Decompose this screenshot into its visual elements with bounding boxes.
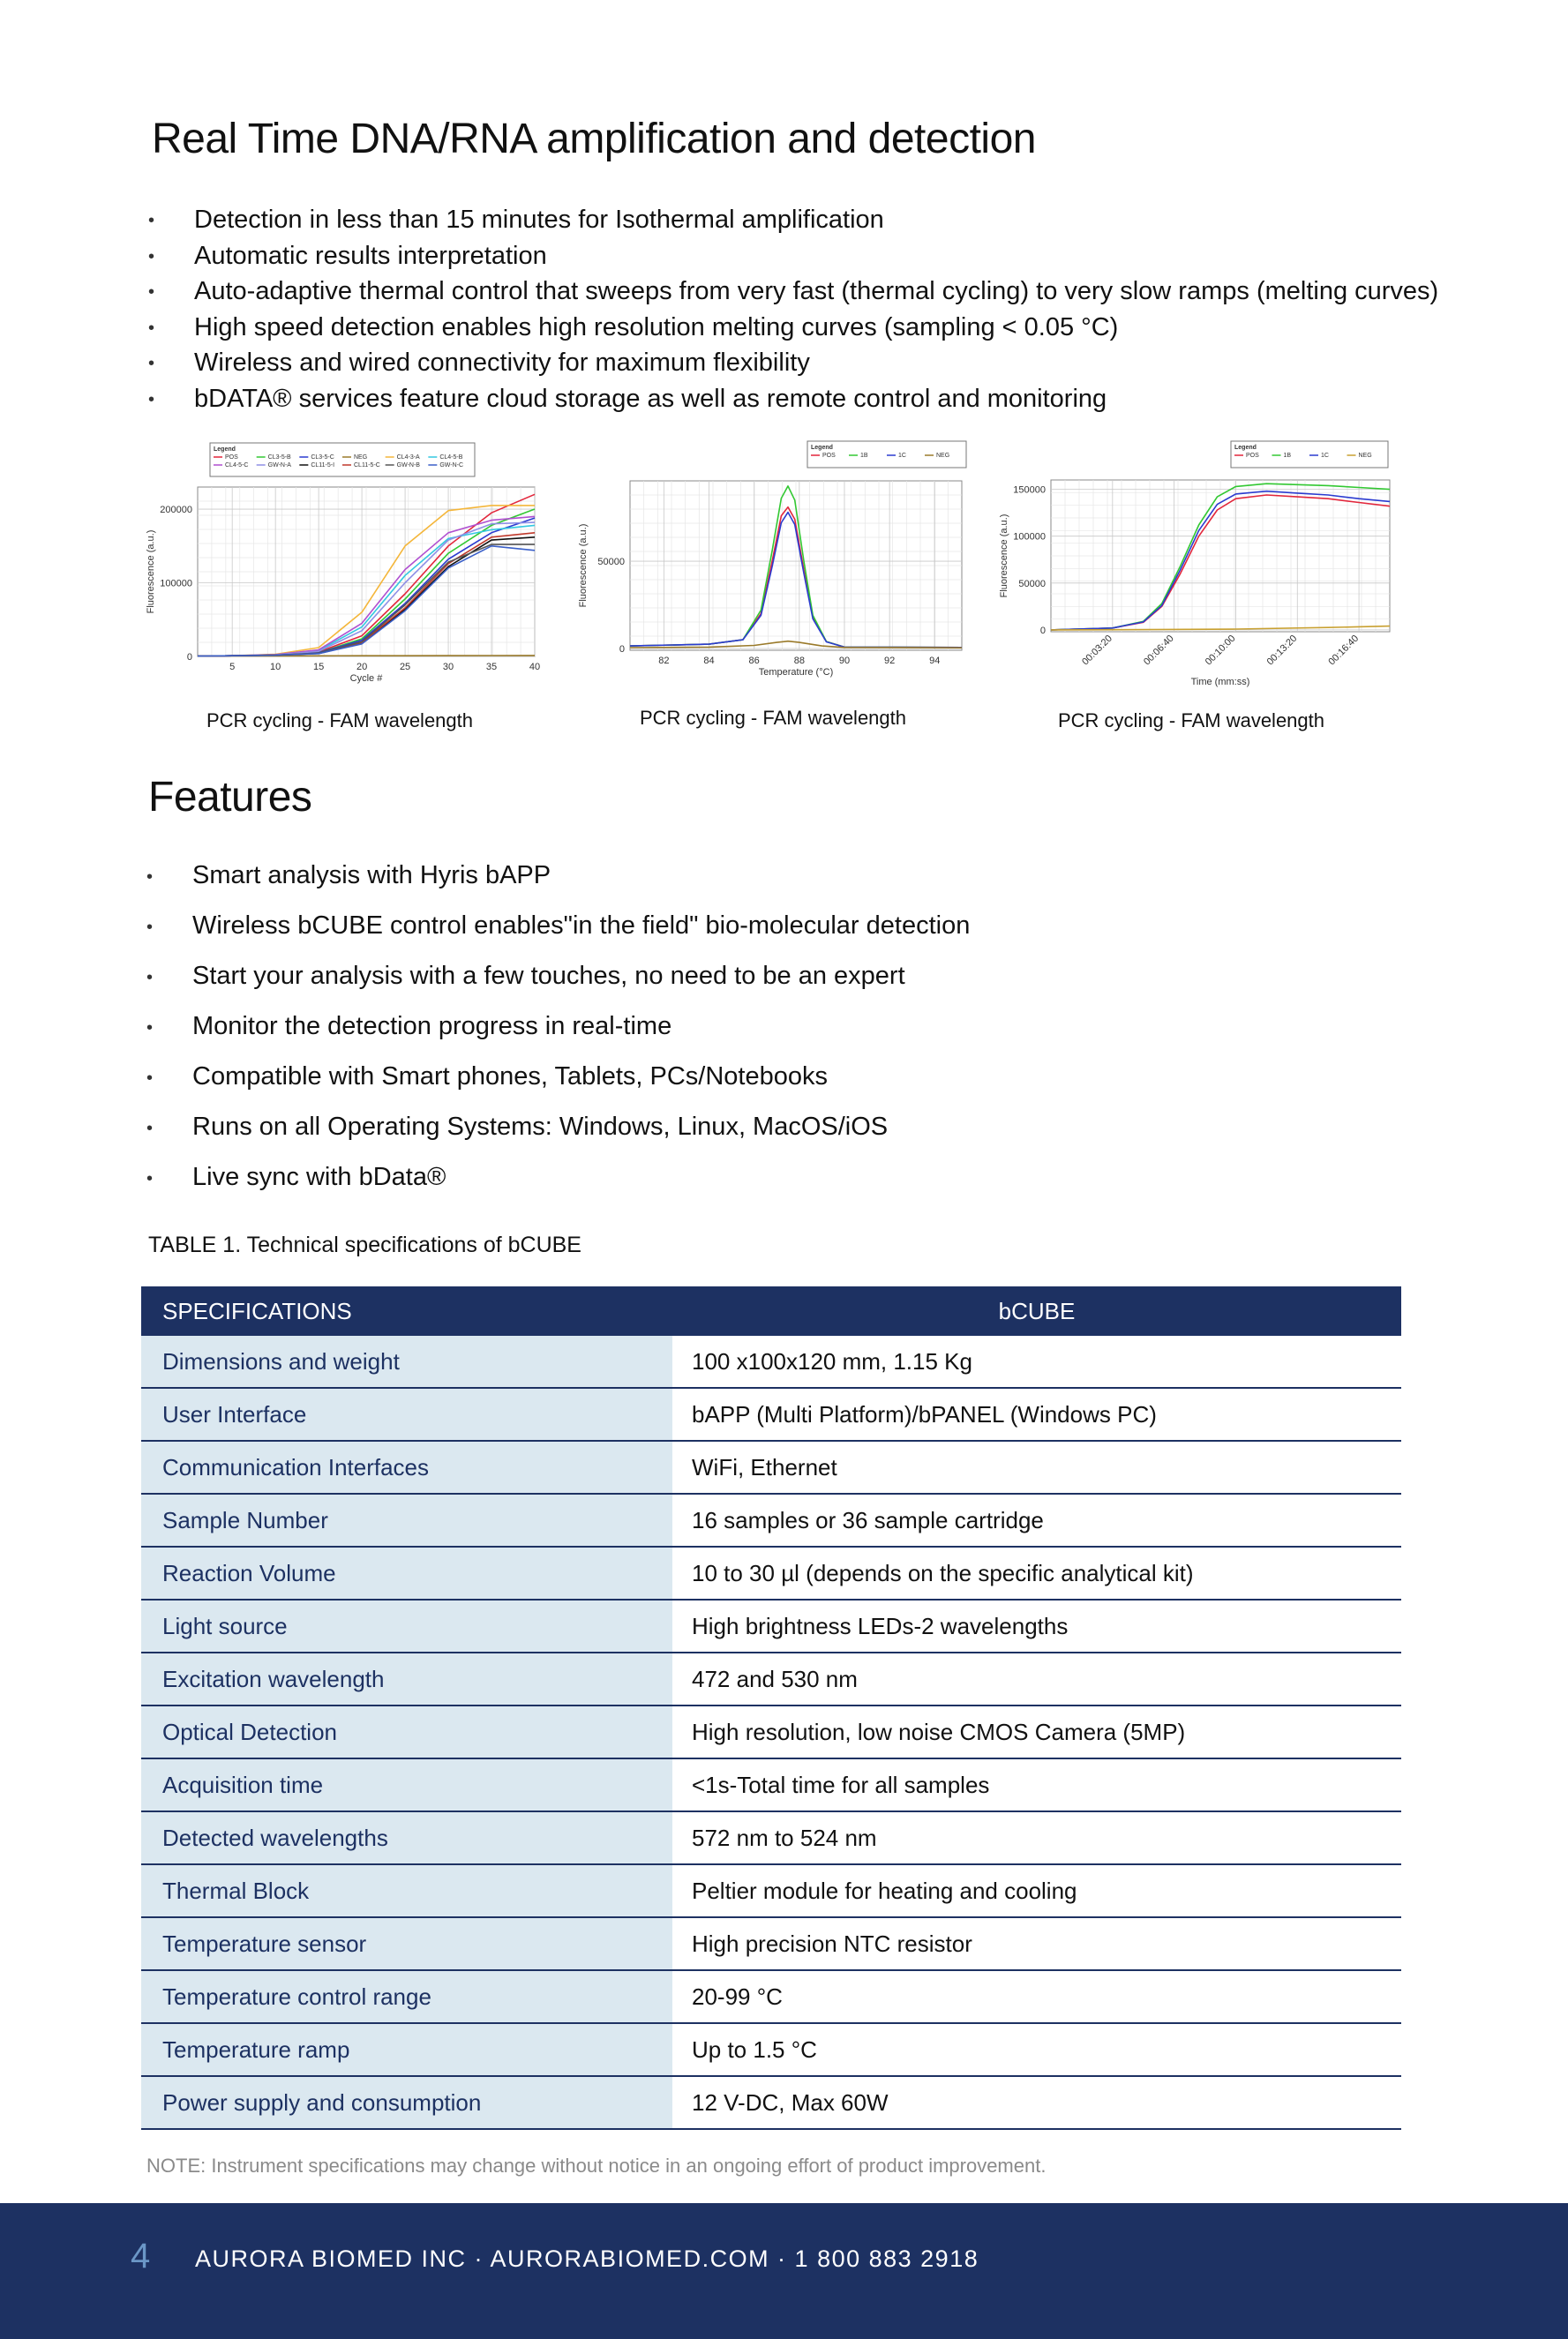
feature-bullet-item: • Live sync with bData® [146,1152,1382,1203]
spec-name-cell: Thermal Block [141,1864,672,1917]
table-row [141,1706,1401,1758]
legend-entry: POS [822,453,836,459]
spec-value-cell: Peltier module for heating and cooling [672,1864,1401,1917]
realtime-bullet-item: • Detection in less than 15 minutes for Isothermal amplification [148,202,1454,238]
table-row [141,1547,1401,1600]
page-number: 4 [131,2237,151,2275]
page-footer [0,2203,1568,2339]
spec-header-specifications: SPECIFICATIONS [141,1286,672,1336]
spec-note: NOTE: Instrument specifications may change without notice in an ongoing effort of product improvement. [146,2155,1047,2177]
realtime-bullet-item: • Wireless and wired connectivity for maximum flexibility [148,345,1454,381]
y-axis-label: Fluorescence (a.u.) [146,529,156,614]
legend-entry: 1B [1283,453,1292,459]
legend-title: Legend [1234,445,1257,451]
x-tick-label: 00:03:20 [1080,633,1114,668]
legend-title: Legend [214,446,236,453]
spec-value-cell: High resolution, low noise CMOS Camera (5MP) [672,1706,1401,1758]
amplification-chart-svg [141,441,547,697]
x-tick-label: 00:13:20 [1264,633,1300,668]
spec-value-cell: WiFi, Ethernet [672,1441,1401,1494]
x-tick-label: 90 [838,656,851,666]
table-row [141,1758,1401,1811]
feature-bullet-item: • Start your analysis with a few touches, no need to be an expert [146,951,1382,1001]
y-tick-label: 50000 [597,557,625,568]
spec-value-cell: 572 nm to 524 nm [672,1811,1401,1864]
spec-value-cell: 16 samples or 36 sample cartridge [672,1494,1401,1547]
legend-entry: CL11-5-I [311,462,335,469]
legend-entry: GW-N-A [267,462,291,469]
x-axis-label: Cycle # [349,673,383,684]
realtime-bullet-item: • bDATA® services feature cloud storage as well as remote control and monitoring [148,381,1454,417]
realtime-bullet-item: • High speed detection enables high resolution melting curves (sampling < 0.05 °C) [148,310,1454,346]
x-tick-label: 40 [529,662,541,672]
feature-bullet-item: • Monitor the detection progress in real-time [146,1001,1382,1052]
spec-name-cell: User Interface [141,1388,672,1441]
legend-entry: 1C [1321,453,1329,459]
table-row [141,2076,1401,2129]
x-tick-label: 10 [270,662,281,672]
table-row [141,1388,1401,1441]
feature-bullet-item: • Compatible with Smart phones, Tablets, PCs/Notebooks [146,1052,1382,1102]
x-tick-label: 35 [485,662,498,672]
spec-name-cell: Detected wavelengths [141,1811,672,1864]
y-tick-label: 100000 [1013,531,1046,543]
table-row [141,1336,1401,1388]
spec-name-cell: Temperature ramp [141,2023,672,2076]
feature-bullet-item: • Smart analysis with Hyris bAPP [146,851,1382,901]
chart-caption-3: PCR cycling - FAM wavelength [1058,709,1324,731]
x-tick-label: 30 [442,662,454,672]
chart-amplification [141,441,547,697]
legend-entry: NEG [936,453,950,459]
chart-melting [574,439,971,695]
spec-table-header-row [141,1286,1401,1336]
spec-name-cell: Light source [141,1600,672,1653]
legend-title: Legend [811,445,833,451]
spec-name-cell: Dimensions and weight [141,1336,672,1388]
spec-name-cell: Acquisition time [141,1758,672,1811]
spec-value-cell: 100 x100x120 mm, 1.15 Kg [672,1336,1401,1388]
y-tick-label: 100000 [160,578,192,589]
spec-name-cell: Temperature control range [141,1970,672,2023]
x-tick-label: 25 [399,662,411,672]
chart-isothermal [993,439,1399,704]
x-tick-label: 92 [884,656,896,666]
table-row [141,1600,1401,1653]
y-tick-label: 0 [619,644,625,656]
x-tick-label: 82 [658,656,670,666]
spec-table [141,1286,1401,2130]
realtime-bullet-list [148,202,1454,416]
table-caption: TABLE 1. Technical specifications of bCUBE [148,1233,581,1257]
y-tick-label: 50000 [1018,578,1046,589]
legend-entry: CL3-5-B [267,454,291,461]
chart-caption-2: PCR cycling - FAM wavelength [640,707,906,729]
x-axis-label: Temperature (°C) [758,667,834,678]
y-axis-label: Fluorescence (a.u.) [578,523,589,608]
legend-entry: POS [225,454,238,461]
spec-header-bcube: bCUBE [672,1286,1401,1336]
spec-name-cell: Excitation wavelength [141,1653,672,1706]
features-bullet-list [146,851,1382,1203]
x-tick-label: 5 [229,662,236,672]
spec-value-cell: 12 V-DC, Max 60W [672,2076,1401,2129]
melting-chart-svg [574,439,971,695]
isothermal-chart-svg [993,439,1399,704]
spec-value-cell: 10 to 30 µl (depends on the specific analytical kit) [672,1547,1401,1600]
realtime-bullet-item: • Auto-adaptive thermal control that sweeps from very fast (thermal cycling) to very slow ramps (melting curves) [148,274,1454,310]
legend-entry: NEG [1358,453,1372,459]
x-tick-label: 00:16:40 [1326,633,1362,668]
y-tick-label: 150000 [1013,484,1046,496]
table-row [141,1653,1401,1706]
legend-entry: CL3-5-C [311,454,334,461]
realtime-bullet-item: • Automatic results interpretation [148,238,1454,274]
legend-entry: POS [1246,453,1259,459]
chart-caption-1: PCR cycling - FAM wavelength [206,709,473,731]
x-tick-label: 84 [703,656,715,666]
spec-name-cell: Communication Interfaces [141,1441,672,1494]
spec-value-cell: High precision NTC resistor [672,1917,1401,1970]
legend-entry: 1B [860,453,868,459]
spec-value-cell: 472 and 530 nm [672,1653,1401,1706]
table-row [141,1970,1401,2023]
feature-bullet-item: • Runs on all Operating Systems: Windows, Linux, MacOS/iOS [146,1102,1382,1152]
x-tick-label: 00:06:40 [1141,633,1176,668]
legend-entry: GW-N-B [396,462,420,469]
section-title-realtime: Real Time DNA/RNA amplification and detection [152,116,1036,162]
y-tick-label: 0 [186,652,192,663]
legend-entry: CL4-5-B [439,454,463,461]
y-tick-label: 200000 [160,505,192,516]
spec-name-cell: Reaction Volume [141,1547,672,1600]
x-tick-label: 00:10:00 [1203,633,1238,668]
x-tick-label: 20 [356,662,368,672]
legend-entry: CL4-3-A [396,454,420,461]
legend-entry: 1C [898,453,906,459]
x-axis-label: Time (mm:ss) [1190,677,1250,687]
legend-entry: NEG [354,454,368,461]
x-tick-label: 94 [929,656,941,666]
spec-value-cell: Up to 1.5 °C [672,2023,1401,2076]
spec-value-cell: 20-99 °C [672,1970,1401,2023]
table-row [141,1494,1401,1547]
table-row [141,1811,1401,1864]
legend-box [210,443,475,476]
spec-name-cell: Sample Number [141,1494,672,1547]
spec-name-cell: Power supply and consumption [141,2076,672,2129]
section-title-features: Features [148,774,312,821]
spec-name-cell: Optical Detection [141,1706,672,1758]
table-row [141,1917,1401,1970]
footer-contact: AURORA BIOMED INC · AURORABIOMED.COM · 1 800 883 2918 [195,2245,979,2272]
legend-entry: CL11-5-C [354,462,380,469]
x-tick-label: 15 [313,662,325,672]
x-tick-label: 86 [748,656,760,666]
spec-value-cell: bAPP (Multi Platform)/bPANEL (Windows PC) [672,1388,1401,1441]
table-row [141,2023,1401,2076]
y-axis-label: Fluorescence (a.u.) [999,514,1009,598]
y-tick-label: 0 [1039,625,1046,636]
feature-bullet-item: • Wireless bCUBE control enables"in the field" bio-molecular detection [146,901,1382,951]
spec-value-cell: High brightness LEDs-2 wavelengths [672,1600,1401,1653]
x-tick-label: 88 [793,656,805,666]
table-row [141,1864,1401,1917]
legend-entry: GW-N-C [439,462,464,469]
spec-name-cell: Temperature sensor [141,1917,672,1970]
table-row [141,1441,1401,1494]
legend-entry: CL4-5-C [225,462,249,469]
spec-value-cell: <1s-Total time for all samples [672,1758,1401,1811]
